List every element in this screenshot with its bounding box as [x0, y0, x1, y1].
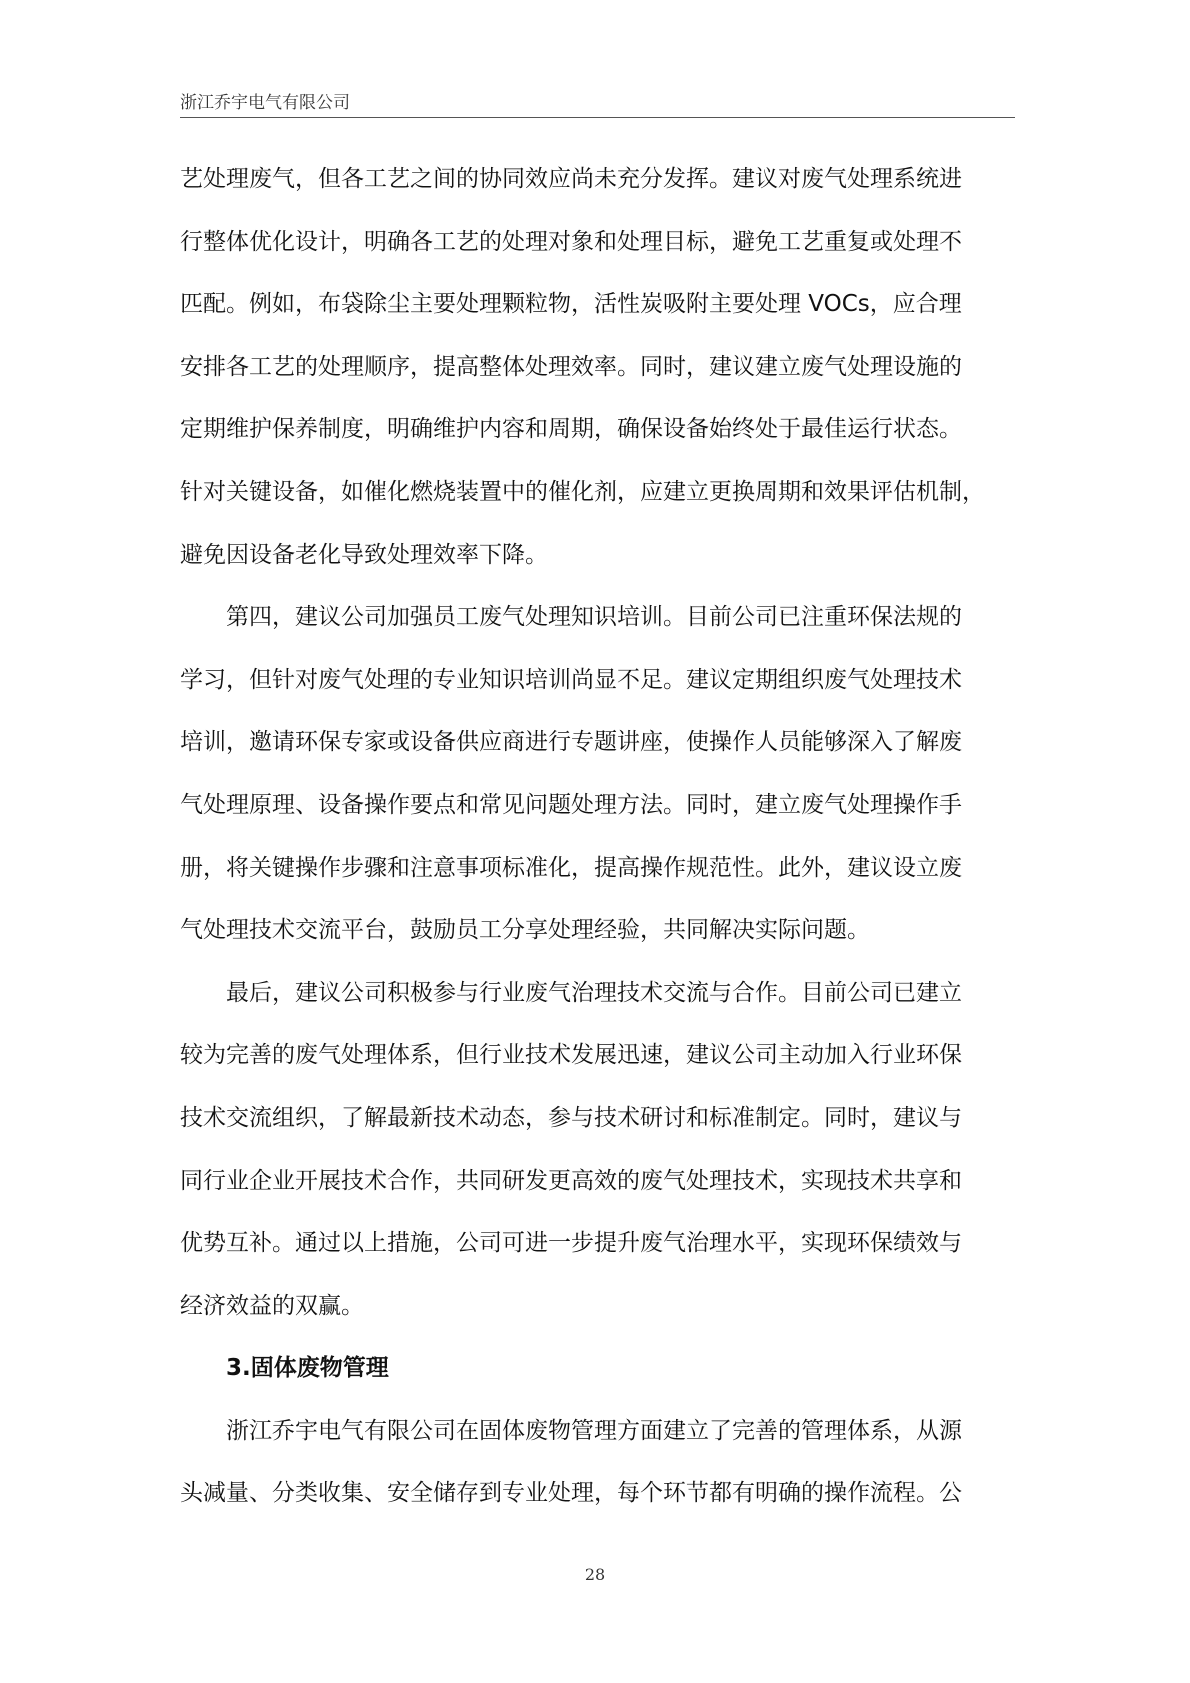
paragraph-first-line: 浙江乔宇电气有限公司在固体废物管理方面建立了完善的管理体系，从源 [226, 1417, 962, 1444]
body-line: 安排各工艺的处理顺序，提高整体处理效率。同时，建议建立废气处理设施的 [180, 353, 962, 380]
body-line: 避免因设备老化导致处理效率下降。 [180, 541, 548, 568]
body-line: 培训，邀请环保专家或设备供应商进行专题讲座，使操作人员能够深入了解废 [180, 729, 962, 756]
body-line: 头减量、分类收集、安全储存到专业处理，每个环节都有明确的操作流程。公 [180, 1480, 962, 1507]
body-line: 定期维护保养制度，明确维护内容和周期，确保设备始终处于最佳运行状态。 [180, 416, 962, 443]
body-line: 气处理技术交流平台，鼓励员工分享处理经验，共同解决实际问题。 [180, 917, 870, 944]
body-line: 册，将关键操作步骤和注意事项标准化，提高操作规范性。此外，建议设立废 [180, 854, 962, 881]
body-line: 优势互补。通过以上措施，公司可进一步提升废气治理水平，实现环保绩效与 [180, 1230, 962, 1257]
body-line: 技术交流组织，了解最新技术动态，参与技术研讨和标准制定。同时，建议与 [180, 1104, 962, 1131]
body-line: 经济效益的双赢。 [180, 1292, 364, 1319]
body-line: 较为完善的废气处理体系，但行业技术发展迅速，建议公司主动加入行业环保 [180, 1042, 962, 1069]
body-line: 针对关键设备，如催化燃烧装置中的催化剂，应建立更换周期和效果评估机制， [180, 478, 985, 505]
page-number: 28 [584, 1565, 606, 1584]
page-header [180, 88, 1015, 118]
body-line: 学习，但针对废气处理的专业知识培训尚显不足。建议定期组织废气处理技术 [180, 666, 962, 693]
body-line: 匹配。例如，布袋除尘主要处理颗粒物，活性炭吸附主要处理 VOCs，应合理 [180, 291, 962, 318]
body-line: 艺处理废气，但各工艺之间的协同效应尚未充分发挥。建议对废气处理系统进 [180, 166, 962, 192]
paragraph-first-line: 最后，建议公司积极参与行业废气治理技术交流与合作。目前公司已建立 [226, 979, 962, 1006]
document-body [180, 148, 1015, 1525]
section-heading: 3.固体废物管理 [226, 1355, 389, 1382]
body-line: 气处理原理、设备操作要点和常见问题处理方法。同时，建立废气处理操作手 [180, 791, 962, 818]
body-line: 同行业企业开展技术合作，共同研发更高效的废气处理技术，实现技术共享和 [180, 1167, 962, 1194]
body-line: 行整体优化设计，明确各工艺的处理对象和处理目标，避免工艺重复或处理不 [180, 228, 962, 255]
paragraph-first-line: 第四，建议公司加强员工废气处理知识培训。目前公司已注重环保法规的 [226, 604, 962, 631]
header-company-name: 浙江乔宇电气有限公司 [180, 93, 350, 113]
header-divider [180, 117, 1015, 118]
